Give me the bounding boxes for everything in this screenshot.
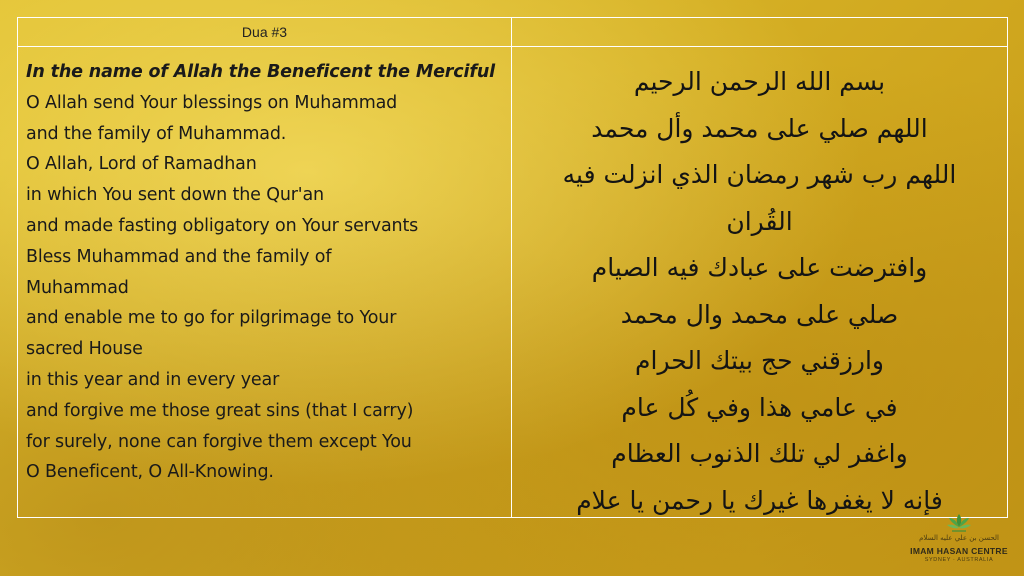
arabic-line: القُران bbox=[726, 206, 793, 236]
english-line: and made fasting obligatory on Your servants bbox=[26, 215, 419, 236]
arabic-line: وافترضت على عبادك فيه الصيام bbox=[591, 253, 928, 282]
arabic-line: اللهم صلي على محمد وأل محمد bbox=[591, 113, 928, 143]
arabic-text-cell bbox=[512, 47, 1007, 517]
arabic-line: صلي على محمد وال محمد bbox=[620, 299, 899, 329]
arabic-line: فإنه لا يغفرها غيرك يا رحمن يا علام bbox=[576, 485, 943, 515]
lotus-icon bbox=[946, 512, 972, 534]
dua-title: Dua #3 bbox=[18, 18, 512, 46]
table-header-row bbox=[18, 18, 1007, 47]
english-line: and enable me to go for pilgrimage to Your bbox=[26, 308, 397, 329]
logo-arabic-text: الحسن بن علي عليه السلام bbox=[919, 534, 999, 542]
arabic-line: بسم الله الرحمن الرحيم bbox=[633, 67, 886, 96]
arabic-line: في عامي هذا وفي كُل عام bbox=[621, 392, 898, 422]
arabic-line: وارزقني حج بيتك الحرام bbox=[635, 346, 884, 375]
header-empty-cell bbox=[512, 18, 1007, 46]
english-line: Muhammad bbox=[26, 277, 129, 298]
logo-subtitle: SYDNEY · AUSTRALIA bbox=[924, 557, 994, 563]
arabic-line: واغفر لي تلك الذنوب العظام bbox=[611, 439, 908, 468]
english-line: in which You sent down the Qur'an bbox=[26, 185, 324, 206]
english-line: O Allah send Your blessings on Muhammad bbox=[26, 92, 398, 113]
english-line: and forgive me those great sins (that I carry) bbox=[26, 400, 414, 421]
english-translation-cell bbox=[18, 47, 512, 517]
imam-hasan-centre-logo bbox=[908, 512, 1010, 568]
english-title: In the name of Allah the Beneficent the Merciful bbox=[26, 62, 495, 82]
english-line: O Beneficent, O All-Knowing. bbox=[26, 462, 274, 483]
table-body-row bbox=[18, 47, 1007, 517]
english-line: O Allah, Lord of Ramadhan bbox=[26, 154, 257, 175]
english-line: in this year and in every year bbox=[26, 369, 280, 390]
english-line: and the family of Muhammad. bbox=[26, 123, 287, 144]
logo-name: IMAM HASAN CENTRE bbox=[910, 546, 1008, 556]
english-line: Bless Muhammad and the family of bbox=[26, 246, 332, 267]
arabic-line: اللهم رب شهر رمضان الذي انزلت فيه bbox=[562, 160, 957, 189]
dua-table bbox=[17, 17, 1008, 518]
english-line: sacred House bbox=[26, 339, 143, 360]
english-line: for surely, none can forgive them except You bbox=[26, 431, 412, 452]
